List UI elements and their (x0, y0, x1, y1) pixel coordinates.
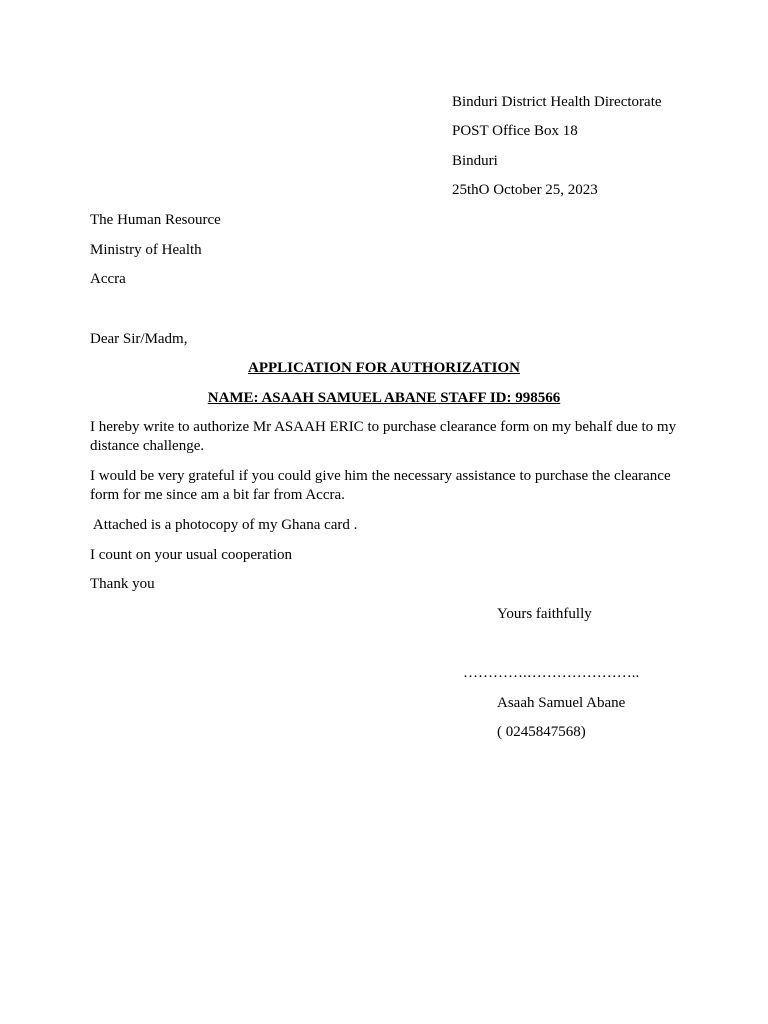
body-paragraph-1: I hereby write to authorize Mr ASAAH ERIC to purchase clearance form on my behalf due to my distance challenge. (90, 419, 677, 454)
sender-address-line-2: POST Office Box 18 (452, 123, 578, 139)
sender-address-line-3: Binduri (452, 153, 498, 169)
recipient-address-line-3: Accra (90, 271, 126, 287)
letter-title: APPLICATION FOR AUTHORIZATION (248, 360, 520, 376)
letter-date: 25thO October 25, 2023 (452, 182, 598, 198)
valediction: Yours faithfully (497, 606, 592, 622)
sender-address-line-1: Binduri District Health Directorate (452, 94, 662, 110)
signatory-name: Asaah Samuel Abane (497, 695, 626, 711)
thanks-line: Thank you (90, 576, 155, 592)
salutation: Dear Sir/Madm, (90, 331, 188, 347)
recipient-address-line-2: Ministry of Health (90, 242, 202, 258)
signatory-phone: ( 0245847568) (497, 724, 586, 740)
body-paragraph-3: Attached is a photocopy of my Ghana card . (90, 517, 358, 533)
signature-line: ………….………………….. (463, 665, 640, 681)
letter-subject: NAME: ASAAH SAMUEL ABANE STAFF ID: 998566 (207, 390, 561, 406)
body-paragraph-4: I count on your usual cooperation (90, 547, 293, 563)
recipient-address-line-1: The Human Resource (90, 212, 221, 228)
body-paragraph-2: I would be very grateful if you could give him the necessary assistance to purchase the clearance form for me since am a bit far from Accra. (90, 468, 671, 503)
